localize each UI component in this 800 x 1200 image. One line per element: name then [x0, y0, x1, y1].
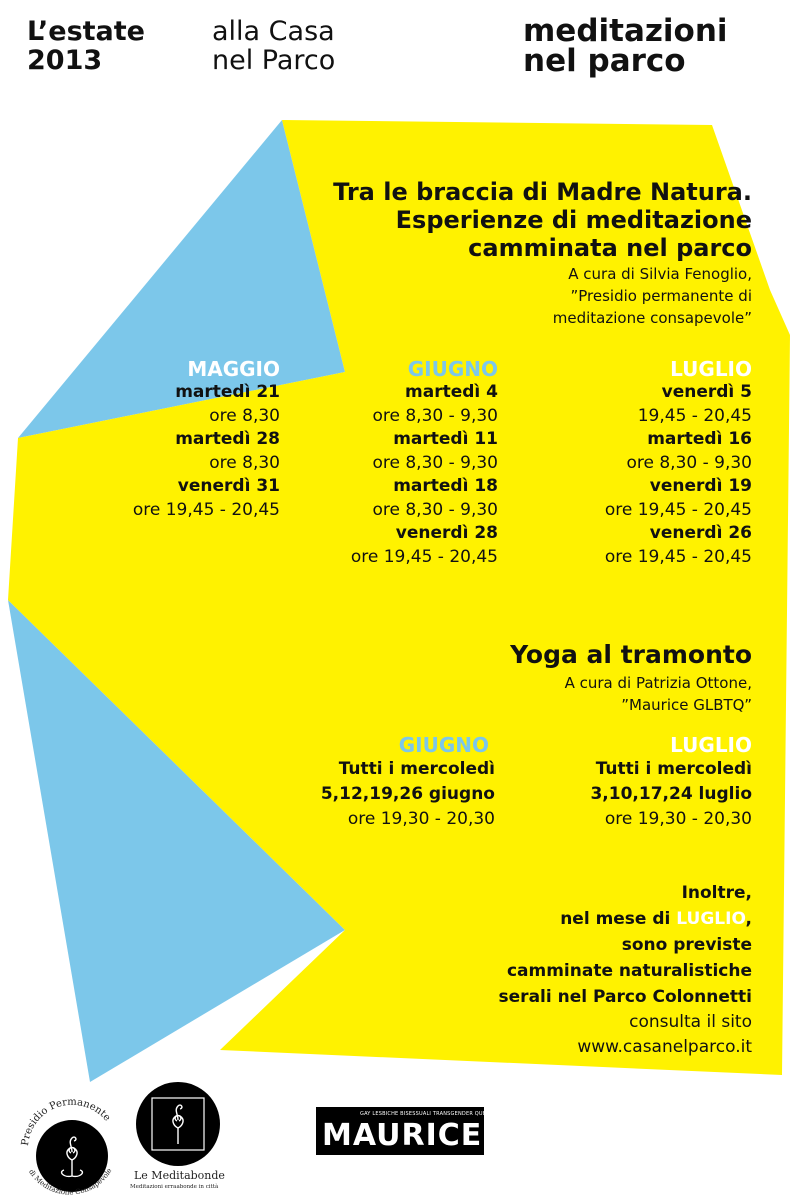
meditabonde-tagline: Meditazioni erraabonde in città	[130, 1184, 219, 1190]
header-right-line2: nel parco	[523, 43, 686, 79]
schedule-time: ore 8,30	[209, 453, 280, 473]
yoga-curator-line1: A cura di Patrizia Ottone,	[564, 674, 752, 692]
yoga-day-line: Tutti i mercoledì	[338, 759, 495, 779]
schedule-time: ore 19,45 - 20,45	[350, 547, 498, 567]
spiral-tree-icon	[136, 1082, 220, 1166]
curator-line2: ”Presidio permanente di	[570, 287, 752, 305]
meditation-title-line1: Tra le braccia di Madre Natura.	[333, 178, 752, 206]
schedule-column-luglio	[605, 357, 752, 569]
month-label: LUGLIO	[670, 357, 752, 381]
schedule-day: martedì 4	[405, 382, 498, 402]
meditabonde-name: Le Meditabonde	[134, 1169, 225, 1182]
yoga-dates-line: 5,12,19,26 giugno	[320, 784, 495, 804]
curator-line3: meditazione consapevole”	[552, 309, 752, 327]
month-label: GIUGNO	[407, 357, 498, 381]
header-right	[523, 13, 728, 79]
header-left-line1: L’estate	[27, 16, 145, 47]
schedule-time: ore 8,30	[209, 406, 280, 426]
schedule-time: 19,45 - 20,45	[637, 406, 752, 426]
schedule-day: venerdì 28	[395, 523, 498, 543]
schedule-time: ore 8,30 - 9,30	[372, 453, 498, 473]
month-label: LUGLIO	[670, 733, 752, 757]
yoga-time-line: ore 19,30 - 20,30	[347, 809, 495, 829]
header-middle-line1: alla Casa	[212, 16, 335, 47]
schedule-day: martedì 11	[393, 429, 498, 449]
schedule-time: ore 8,30 - 9,30	[372, 500, 498, 520]
schedule-time: ore 8,30 - 9,30	[626, 453, 752, 473]
maurice-logo	[316, 1107, 520, 1155]
extra-line5: serali nel Parco Colonnetti	[498, 987, 752, 1007]
extra-line6: consulta il sito	[629, 1012, 752, 1032]
schedule-day: venerdì 26	[649, 523, 752, 543]
extra-line1: Inoltre,	[681, 883, 752, 903]
yoga-day-line: Tutti i mercoledì	[595, 759, 752, 779]
curator-line1: A cura di Silvia Fenoglio,	[568, 265, 752, 283]
website-link[interactable]: www.casanelparco.it	[577, 1037, 752, 1057]
extra-line2-suffix: ,	[745, 909, 752, 929]
header-right-line1: meditazioni	[523, 13, 728, 49]
presidio-logo-graphic	[12, 1080, 128, 1196]
schedule-time: ore 19,45 - 20,45	[604, 547, 752, 567]
schedule-day: martedì 28	[175, 429, 280, 449]
yoga-time-line: ore 19,30 - 20,30	[604, 809, 752, 829]
maurice-tagline: GAY LESBICHE BISESSUALI TRANSGENDER QUEER · TORINO	[360, 1111, 520, 1117]
extra-line2	[499, 906, 752, 932]
extra-info	[499, 880, 752, 1060]
meditation-title	[333, 178, 752, 262]
schedule-day: venerdì 31	[177, 476, 280, 496]
schedule-time: ore 19,45 - 20,45	[132, 500, 280, 520]
extra-line3: sono previste	[621, 935, 752, 955]
maurice-name: MAURICE	[322, 1118, 483, 1153]
schedule-day: martedì 16	[647, 429, 752, 449]
yoga-curator	[565, 672, 752, 716]
yoga-title: Yoga al tramonto	[510, 640, 752, 669]
header-middle	[212, 17, 335, 75]
extra-luglio-highlight: LUGLIO	[676, 909, 746, 929]
meditation-curator	[553, 263, 752, 329]
meditabonde-logo	[128, 1080, 228, 1198]
yoga-column-luglio	[590, 733, 752, 831]
presidio-logo	[12, 1080, 128, 1196]
month-label: MAGGIO	[187, 357, 280, 381]
extra-line2-prefix: nel mese di	[560, 909, 677, 929]
extra-line4: camminate naturalistiche	[506, 961, 752, 981]
month-label: GIUGNO	[398, 733, 489, 757]
meditation-title-line3: camminata nel parco	[468, 234, 752, 262]
schedule-time: ore 19,45 - 20,45	[604, 500, 752, 520]
presidio-arc-bottom-text: di Meditazione Consapevole	[27, 1166, 114, 1196]
schedule-column-maggio	[133, 357, 280, 522]
schedule-day: venerdì 19	[649, 476, 752, 496]
schedule-day: martedì 18	[393, 476, 498, 496]
schedule-day: martedì 21	[175, 382, 280, 402]
presidio-arc-top-text: Presidio Permanente	[19, 1096, 113, 1147]
yoga-column-giugno	[321, 733, 495, 831]
header-left-line2: 2013	[27, 45, 103, 76]
schedule-time: ore 8,30 - 9,30	[372, 406, 498, 426]
yoga-curator-line2: ”Maurice GLBTQ”	[621, 696, 752, 714]
yoga-dates-line: 3,10,17,24 luglio	[590, 784, 752, 804]
header-left	[27, 17, 145, 75]
schedule-column-giugno	[351, 357, 498, 569]
schedule-day: venerdì 5	[661, 382, 752, 402]
meditation-title-line2: Esperienze di meditazione	[395, 206, 752, 234]
header-middle-line2: nel Parco	[212, 45, 336, 76]
